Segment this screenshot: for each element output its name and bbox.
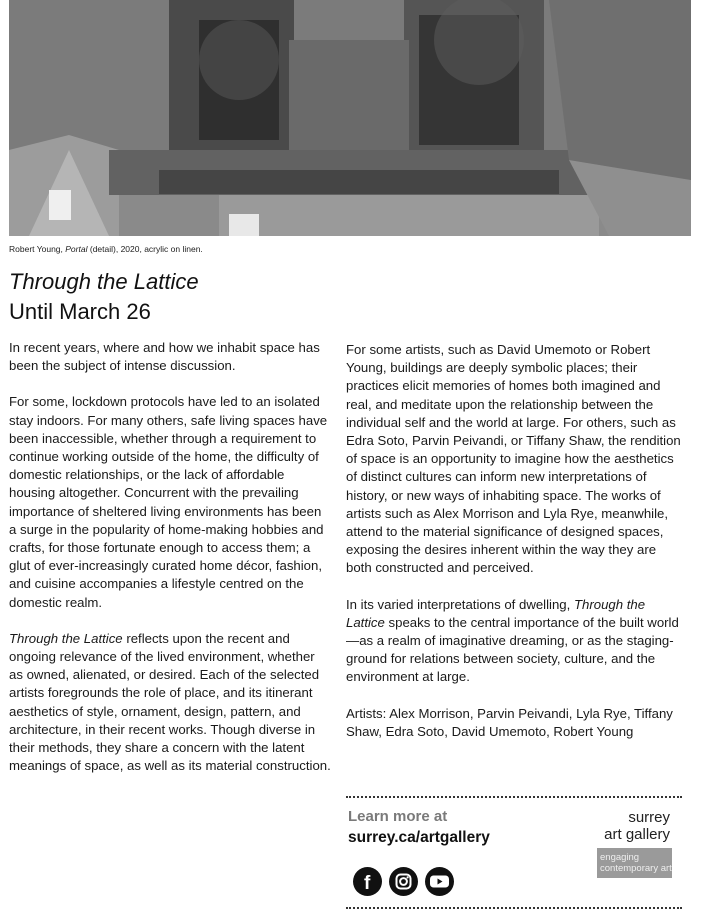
intro-paragraph: In recent years, where and how we inhabit space has been the subject of intense discussion. <box>9 340 320 374</box>
artists-list: Artists: Alex Morrison, Parvin Peivandi, Lyla Rye, Tiffany Shaw, Edra Soto, David Umemoto, Robert Young <box>346 705 673 739</box>
facebook-icon[interactable] <box>353 867 382 896</box>
logo-tagline <box>597 848 672 878</box>
logo-line-surrey: surrey <box>628 809 670 826</box>
footer-divider-bottom <box>346 907 682 909</box>
header-artwork-image <box>9 0 691 236</box>
social-links <box>353 867 454 896</box>
footer-divider-top <box>346 796 682 798</box>
exhibition-title: Through the Lattice <box>9 269 199 294</box>
reflection-paragraph <box>9 630 331 776</box>
lockdown-paragraph: For some, lockdown protocols have led to an isolated stay indoors. For many others, safe living spaces have been inaccessible, whether through a requirement to continue working outside of the home, the difficulty of domestic relationships, or the lack of affordable housing altogether. Concurrent with the prevailing importance of sheltered living environments has been a surge in the popularity of home-making hobbies and crafts, for those fortunate enough to access them; a glut of ever-increasingly curated home décor, fashion, and cuisine accompanies a lifestyle centred on the domestic realm. <box>9 394 328 610</box>
artists-approach-paragraph: For some artists, such as David Umemoto or Robert Young, buildings are deeply symbolic places; their practices elicit memories of homes both imagined and real, and meditate upon the relationship between the individual self and the world at large. For others, such as Edra Soto, Parvin Peivandi, or Tiffany Shaw, the rendition of space is an opportunity to imagine how the aesthetics of distinct cultures can inform new interpretations of history, or new ways of inhabiting space. The works of artists such as Alex Morrison and Lyla Rye, meanwhile, attend to the material significance of designed spaces, exposing the desires inherent within the way they are both constructed and perceived. <box>346 342 681 576</box>
learn-more-label: Learn more at <box>348 808 448 825</box>
artwork-illustration <box>9 0 691 236</box>
logo-line-art-gallery: art gallery <box>604 826 670 843</box>
left-column <box>9 339 331 793</box>
reflection-text: reflects upon the recent and ongoing relevance of the lived environment, whether as owned, alienated, or desired. Each of the selected artists foregrounds the role of place, and its itinerant aesthetics of style, ornament, design, pattern, and architecture, in their recent works. Though diverse in their methods, they share a concern with the latent meanings of space, as well as its material construction. <box>9 630 331 774</box>
dwelling-lead: In its varied interpretations of dwelling, <box>346 596 571 612</box>
inline-exhibition-title: Through the Lattice <box>9 630 123 646</box>
inline-exhibition-title: Through the Lattice <box>346 596 646 630</box>
caption-artist: Robert Young, <box>9 244 63 254</box>
logo-tag-line2: contemporary art <box>600 863 672 874</box>
logo-tag-line1: engaging <box>600 852 640 863</box>
right-column <box>346 341 682 759</box>
instagram-icon[interactable] <box>389 867 418 896</box>
svg-text:f: f <box>364 873 371 894</box>
image-caption <box>9 244 203 254</box>
caption-details: (detail), 2020, acrylic on linen. <box>89 244 203 254</box>
surrey-art-gallery-logo <box>604 809 670 843</box>
dwelling-text: speaks to the central importance of the built world—as a realm of imaginative dreaming, or as the staging-ground for relations between society, culture, and the environment at large. <box>346 614 679 685</box>
exhibition-dates: Until March 26 <box>9 299 151 324</box>
caption-work-title: Portal <box>65 244 88 254</box>
gallery-url-link[interactable]: surrey.ca/artgallery <box>348 829 490 846</box>
dwelling-paragraph <box>346 596 682 687</box>
youtube-icon[interactable] <box>425 867 454 896</box>
